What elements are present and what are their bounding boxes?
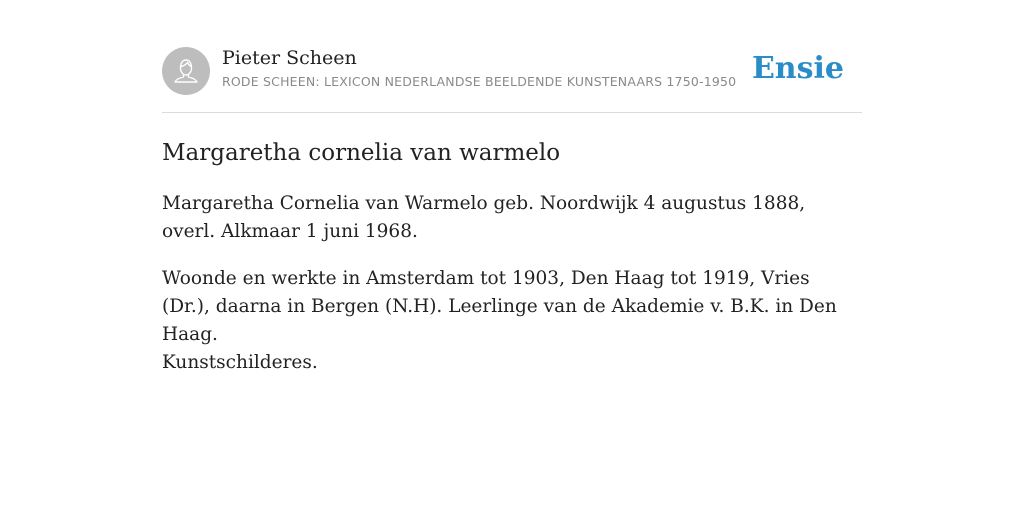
article-paragraph: Margaretha Cornelia van Warmelo geb. Noordwijk 4 augustus 1888, overl. Alkmaar 1 juni 1968. [162,193,806,242]
article-paragraph: Kunstschilderes. [162,352,318,373]
article-paragraph: Woonde en werkte in Amsterdam tot 1903, Den Haag tot 1919, Vries (Dr.), daarna in Bergen (N.H). Leerlinge van de Akademie v. B.K. in Den Haag. [162,268,837,345]
article-page [162,0,862,373]
article-header [162,0,862,113]
user-silhouette-icon [162,47,210,95]
page-title: Margaretha cornelia van warmelo [162,140,561,166]
avatar[interactable] [162,47,210,95]
author-name[interactable]: Pieter Scheen [222,47,357,69]
ensie-logo[interactable]: Ensie [751,51,844,86]
source-title[interactable]: RODE SCHEEN: LEXICON NEDERLANDSE BEELDENDE KUNSTENAARS 1750-1950 [222,74,737,89]
